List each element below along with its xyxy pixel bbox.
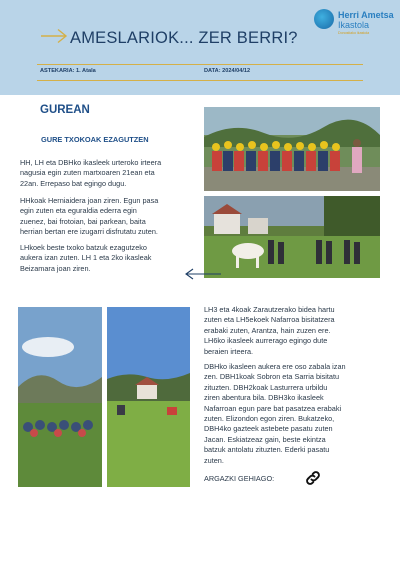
date-label: DATA: 2024/04/12: [204, 68, 251, 74]
arrow-left-icon: [184, 268, 222, 280]
paragraph-dbh: DBHko ikasleen aukera ere oso zabala izan zen. DBH1koak Sobron eta Sarria bisitatu zituzten. DBH2koak Lasturrera urbildu ziren abentura bila. DBH3ko ikasleek Nafarroan egun pare bat pasatzea erabaki zuten. Elizondon egon ziren. Bukatzeko, DBH4ko gazteek astebete pasatu zuten Jacan. Eskiatzeaz gain, beste ekintza batzuk antolatu zituzten. Ederki pasatu zuten.: [204, 362, 346, 465]
logo-name-line2: Ikastola: [338, 20, 370, 30]
meta-rule-top: [37, 64, 363, 65]
paragraph-lh-upper: LH3 eta 4koak Zarautzerako bidea hartu zuten eta LH5ekoek Nafarroa bisitatzera erabaki zuten, Arantza, hain zuzen ere. LH6ko ikasleek aurrerago egingo dute beraien irteera.: [204, 305, 335, 356]
photo-group-helmets: [204, 107, 380, 191]
section-subtitle: GURE TXOKOAK EZAGUTZEN: [41, 135, 149, 144]
page-title: AMESLARIOK... ZER BERRI?: [70, 29, 298, 47]
logo-name-line1: Herri Ametsa: [338, 10, 394, 20]
school-logo: [314, 9, 398, 37]
photo-coastal-group: [18, 307, 102, 487]
section-title: GUREAN: [40, 104, 90, 116]
issue-label: ASTEKARIA: 1. Atala: [40, 68, 96, 74]
more-photos-label: ARGAZKI GEHIAGO:: [204, 474, 275, 483]
link-icon[interactable]: [304, 469, 322, 487]
photo-horse: [204, 196, 380, 278]
logo-emblem: [314, 9, 334, 29]
arrow-right-icon: [40, 28, 68, 44]
paragraph-lh: LHkoek beste txoko batzuk ezagutzeko aukera izan zuten. LH 1 eta 2ko ikasleak Beizamara joan ziren.: [20, 243, 152, 273]
photo-park-field: [107, 307, 190, 487]
logo-tagline: Donostiako ikastola: [338, 31, 370, 35]
page-header: [0, 0, 400, 95]
meta-rule-bottom: [37, 80, 363, 81]
paragraph-intro: HH, LH eta DBHko ikasleek urteroko irteera nagusia egin zuten martxoaren 21ean eta 22an. Errepaso bat egingo dugu.: [20, 158, 162, 188]
paragraph-hh: HHkoak Herniaidera joan ziren. Egun pasa egin zuten eta eguraldia ederra egin zuenez, bai frotoian, bai parkean, baita herrian bertan ere izugarri disfrutatu zuten.: [20, 196, 159, 237]
